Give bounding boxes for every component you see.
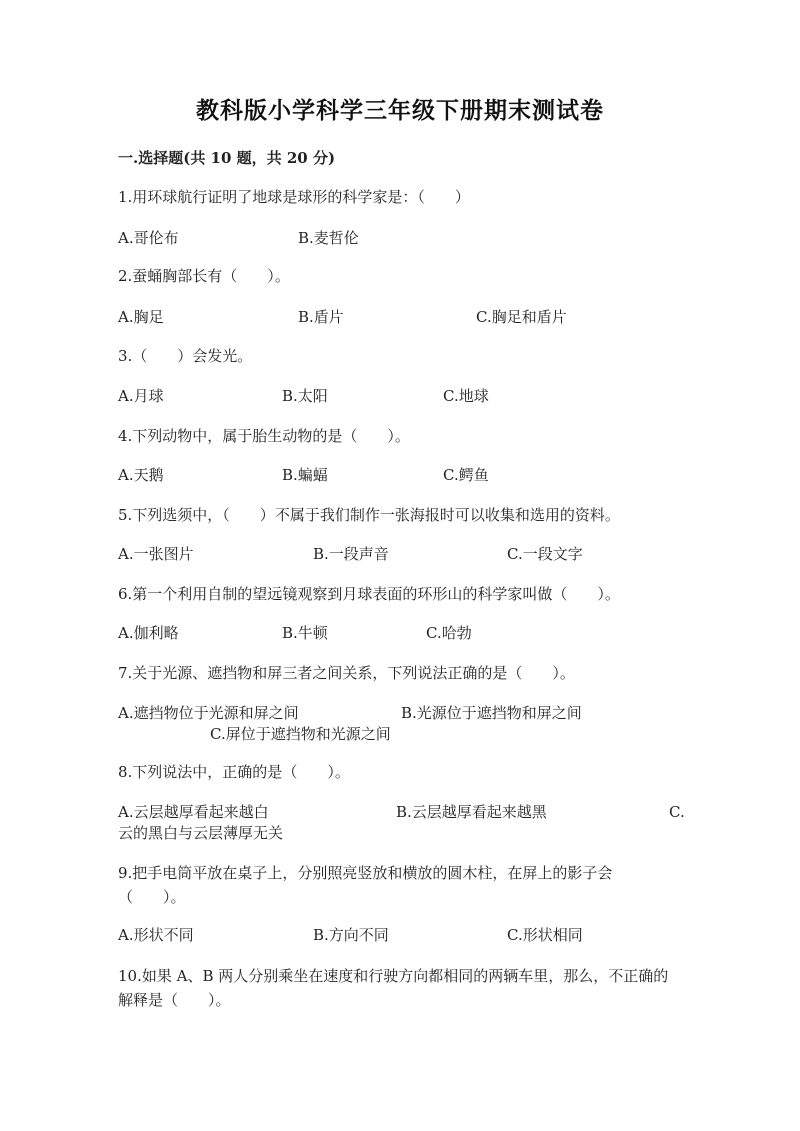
question-5: 5.下列选须中，（ ）不属于我们制作一张海报时可以收集和选用的资料。 <box>118 506 620 524</box>
q9-option-c: C.形状相同 <box>507 926 583 944</box>
q6-option-c: C.哈勃 <box>426 624 472 642</box>
q8-option-a: A.云层越厚看起来越白 <box>118 803 269 821</box>
q6-option-b: B.牛顿 <box>282 624 328 642</box>
question-3: 3.（ ）会发光。 <box>118 347 253 365</box>
question-6: 6.第一个利用自制的望远镜观察到月球表面的环形山的科学家叫做（ ）。 <box>118 585 620 603</box>
question-7: 7.关于光源、遮挡物和屏三者之间关系，下列说法正确的是（ ）。 <box>118 664 575 682</box>
q7-option-b: B.光源位于遮挡物和屏之间 <box>401 704 582 722</box>
q3-option-c: C.地球 <box>443 387 489 405</box>
q9-option-a: A.形状不同 <box>118 926 194 944</box>
q3-option-b: B.太阳 <box>282 387 328 405</box>
question-1: 1.用环球航行证明了地球是球形的科学家是：（ ） <box>118 188 470 206</box>
q4-option-b: B.蝙蝠 <box>282 466 328 484</box>
q4-option-c: C.鳄鱼 <box>443 466 489 484</box>
q2-option-c: C.胸足和盾片 <box>476 308 567 326</box>
q2-option-b: B.盾片 <box>298 308 344 326</box>
q3-option-a: A.月球 <box>118 387 164 405</box>
page-title: 教科版小学科学三年级下册期末测试卷 <box>196 97 604 124</box>
q9-option-b: B.方向不同 <box>313 926 389 944</box>
question-9: 9.把手电筒平放在桌子上，分别照亮竖放和横放的圆木柱，在屏上的影子会（ ）。 <box>118 864 613 906</box>
q5-option-a: A.一张图片 <box>118 545 194 563</box>
q5-option-c: C.一段文字 <box>507 545 583 563</box>
q4-option-a: A.天鹅 <box>118 466 164 484</box>
q6-option-a: A.伽利略 <box>118 624 179 642</box>
question-8: 8.下列说法中，正确的是（ ）。 <box>118 763 350 781</box>
q1-option-a: A.哥伦布 <box>118 229 179 247</box>
q8-option-c-label: C. <box>669 803 685 821</box>
q8-option-c-text: 云的黑白与云层薄厚无关 <box>118 824 284 842</box>
question-10: 10.如果 A、B 两人分别乘坐在速度和行驶方向都相同的两辆车里，那么，不正确的解释是（ ）。 <box>118 967 669 1009</box>
q2-option-a: A.胸足 <box>118 308 164 326</box>
q1-option-b: B.麦哲伦 <box>298 229 359 247</box>
question-2: 2.蚕蛹胸部长有（ ）。 <box>118 267 290 285</box>
q7-option-a: A.遮挡物位于光源和屏之间 <box>118 704 299 722</box>
q5-option-b: B.一段声音 <box>313 545 389 563</box>
question-4: 4.下列动物中，属于胎生动物的是（ ）。 <box>118 427 410 445</box>
q8-option-b: B.云层越厚看起来越黑 <box>396 803 547 821</box>
q7-option-c: C.屏位于遮挡物和光源之间 <box>210 725 391 743</box>
section-heading: 一.选择题(共 10 题，共 20 分) <box>118 149 336 167</box>
